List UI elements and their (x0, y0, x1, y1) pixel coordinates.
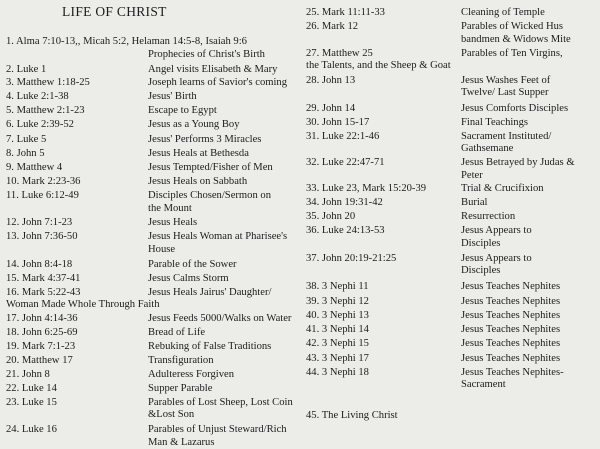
scripture-reference: 45. The Living Christ (306, 410, 398, 421)
event-topic: bandmen & Widows Mite (461, 34, 571, 45)
scripture-reference: 7. Luke 5 (6, 134, 47, 145)
scripture-reference: Woman Made Whole Through Faith (6, 299, 160, 310)
scripture-reference: 21. John 8 (6, 369, 50, 380)
event-topic: Jesus Teaches Nephites (461, 338, 561, 349)
scripture-reference: 35. John 20 (306, 211, 356, 222)
scripture-reference: 39. 3 Nephi 12 (306, 296, 369, 307)
event-topic: Disciples (461, 238, 501, 249)
event-topic: Resurrection (461, 211, 516, 222)
event-topic: Gathsemane (461, 143, 514, 154)
event-topic: the Mount (148, 203, 192, 214)
event-topic: Jesus Tempted/Fisher of Men (148, 162, 273, 173)
event-topic: &Lost Son (148, 409, 195, 420)
event-topic: Jesus Teaches Nephites- (461, 367, 564, 378)
event-topic: Rebuking of False Traditions (148, 341, 272, 352)
event-topic: Supper Parable (148, 383, 213, 394)
scripture-reference: 23. Luke 15 (6, 397, 57, 408)
event-topic: Jesus Calms Storm (148, 273, 229, 284)
scripture-reference: 8. John 5 (6, 148, 45, 159)
scripture-reference: 15. Mark 4:37-41 (6, 273, 81, 284)
scripture-reference: the Talents, and the Sheep & Goat (306, 60, 451, 71)
event-topic: Jesus Comforts Disciples (461, 103, 569, 114)
event-topic: Jesus Teaches Nephites (461, 353, 561, 364)
event-topic: Parable of the Sower (148, 259, 237, 270)
scripture-reference: 17. John 4:14-36 (6, 313, 78, 324)
scripture-reference: 9. Matthew 4 (6, 162, 63, 173)
event-topic: House (148, 244, 176, 255)
event-topic: Parables of Unjust Steward/Rich (148, 424, 287, 435)
event-topic: Jesus Heals Woman at Pharisee's (148, 231, 288, 242)
event-topic: Peter (461, 170, 483, 181)
event-topic: Trial & Crucifixion (461, 183, 544, 194)
event-topic: Jesus Heals on Sabbath (148, 176, 248, 187)
event-topic: Jesus Appears to (461, 225, 532, 236)
scripture-reference: 6. Luke 2:39-52 (6, 119, 74, 130)
event-topic: Cleaning of Temple (461, 7, 545, 18)
event-topic: Jesus as a Young Boy (148, 119, 240, 130)
scripture-reference: 40. 3 Nephi 13 (306, 310, 369, 321)
event-topic: Man & Lazarus (148, 437, 215, 448)
scripture-reference: 19. Mark 7:1-23 (6, 341, 76, 352)
scripture-reference: 42. 3 Nephi 15 (306, 338, 369, 349)
event-topic: Parables of Wicked Hus (461, 21, 564, 32)
scripture-reference: 27. Matthew 25 (306, 48, 373, 59)
event-topic: Angel visits Elisabeth & Mary (148, 64, 278, 75)
event-topic: Jesus Teaches Nephites (461, 310, 561, 321)
event-topic: Jesus Teaches Nephites (461, 324, 561, 335)
scripture-reference: 26. Mark 12 (306, 21, 359, 32)
scripture-reference: 1. Alma 7:10-13,, Micah 5:2, Helaman 14:5-8, Isaiah 9:6 (6, 36, 247, 47)
event-topic: Jesus Teaches Nephites (461, 281, 561, 292)
scripture-reference: 2. Luke 1 (6, 64, 47, 75)
scripture-reference: 30. John 15-17 (306, 117, 370, 128)
scripture-reference: 43. 3 Nephi 17 (306, 353, 369, 364)
scripture-reference: 3. Matthew 1:18-25 (6, 77, 90, 88)
scripture-reference: 24. Luke 16 (6, 424, 57, 435)
scripture-reference: 37. John 20:19-21:25 (306, 253, 397, 264)
event-topic: Parables of Ten Virgins, (461, 48, 563, 59)
event-topic: Jesus Feeds 5000/Walks on Water (148, 313, 292, 324)
scripture-reference: 36. Luke 24:13-53 (306, 225, 385, 236)
event-topic: Jesus' Birth (148, 91, 197, 102)
scripture-reference: 4. Luke 2:1-38 (6, 91, 69, 102)
event-topic: Adulteress Forgiven (148, 369, 235, 380)
scripture-reference: 13. John 7:36-50 (6, 231, 78, 242)
event-topic: Sacrament Instituted/ (461, 131, 552, 142)
scripture-reference: 11. Luke 6:12-49 (6, 190, 79, 201)
event-topic: Transfiguration (148, 355, 214, 366)
event-topic: Jesus Heals (148, 217, 198, 228)
scripture-reference: 16. Mark 5:22-43 (6, 287, 81, 298)
scripture-reference: 25. Mark 11:11-33 (306, 7, 385, 18)
event-topic: Escape to Egypt (148, 105, 217, 116)
scripture-reference: 44. 3 Nephi 18 (306, 367, 369, 378)
scripture-reference: 38. 3 Nephi 11 (306, 281, 369, 292)
scripture-reference: 5. Matthew 2:1-23 (6, 105, 85, 116)
scripture-reference: 22. Luke 14 (6, 383, 57, 394)
event-topic: Jesus Washes Feet of (461, 75, 551, 86)
scripture-reference: 41. 3 Nephi 14 (306, 324, 369, 335)
scripture-reference: 32. Luke 22:47-71 (306, 157, 385, 168)
page-title: LIFE OF CHRIST (62, 4, 167, 19)
scripture-reference: 33. Luke 23, Mark 15:20-39 (306, 183, 427, 194)
scripture-reference: 18. John 6:25-69 (6, 327, 78, 338)
event-topic: Disciples Chosen/Sermon on (148, 190, 271, 201)
scripture-reference: 10. Mark 2:23-36 (6, 176, 81, 187)
event-topic: Bread of Life (148, 327, 206, 338)
event-topic: Final Teachings (461, 117, 529, 128)
event-topic: Jesus Heals Jairus' Daughter/ (148, 287, 272, 298)
event-topic: Joseph learns of Savior's coming (148, 77, 288, 88)
scripture-reference: 28. John 13 (306, 75, 356, 86)
event-topic: Disciples (461, 265, 501, 276)
event-topic: Jesus Betrayed by Judas & (461, 157, 575, 168)
event-topic: Prophecies of Christ's Birth (148, 49, 265, 60)
scripture-reference: 14. John 8:4-18 (6, 259, 73, 270)
scripture-reference: 29. John 14 (306, 103, 356, 114)
event-topic: Twelve/ Last Supper (461, 87, 549, 98)
scripture-reference: 31. Luke 22:1-46 (306, 131, 380, 142)
scripture-reference: 12. John 7:1-23 (6, 217, 73, 228)
scripture-reference: 34. John 19:31-42 (306, 197, 383, 208)
event-topic: Burial (461, 197, 488, 208)
event-topic: Jesus Teaches Nephites (461, 296, 561, 307)
scripture-reference: 20. Matthew 17 (6, 355, 73, 366)
event-topic: Parables of Lost Sheep, Lost Coin (148, 397, 293, 408)
event-topic: Jesus Heals at Bethesda (148, 148, 249, 159)
event-topic: Jesus' Performs 3 Miracles (148, 134, 262, 145)
event-topic: Jesus Appears to (461, 253, 532, 264)
event-topic: Sacrament (461, 379, 506, 390)
